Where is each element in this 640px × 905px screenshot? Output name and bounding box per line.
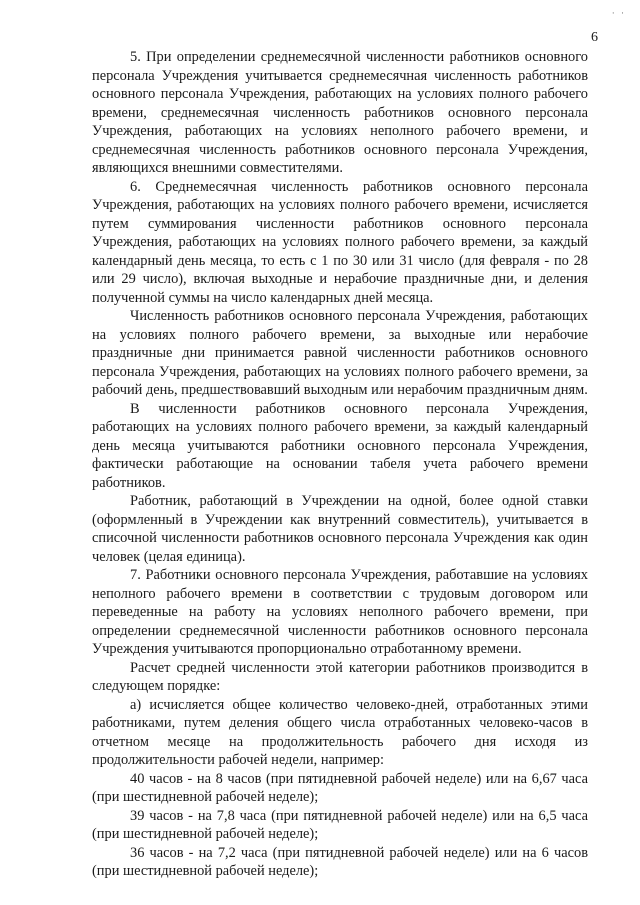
paragraph-internal-part-timer: Работник, работающий в Учреждении на одной, более одной ставки (оформленный в Учреждении как внутренний совместитель), учитывается в списочной численности работников основного персонала Учреждения как один человек (целая единица). [92,493,588,565]
paragraph-example-36-hours: 36 часов - на 7,2 часа (при пятидневной рабочей неделе) или на 6 часов (при шестидневной рабочей неделе); [92,844,588,879]
document-body [92,48,588,881]
paragraph-5-average-headcount: 5. При определении среднемесячной численности работников основного персонала Учреждения учитывается среднемесячная численность работников основного персонала Учреждения, работающих на условиях полного рабочего времени, среднемесячная численность работников основного персонала Учреждения, работающих на условиях неполного рабочего времени, и среднемесячная численность работников основного персонала Учреждения, являющихся внешними совместителями. [92,49,588,176]
paragraph-weekend-headcount: Численность работников основного персонала Учреждения, работающих на условиях полного рабочего времени, за выходные или нерабочие праздничные дни принимается равной численности работников основного персонала Учреждения, работающих на условиях полного рабочего времени, за рабочий день, предшествовавший выходным или нерабочим праздничным дням. [92,308,588,398]
paragraph-example-40-hours: 40 часов - на 8 часов (при пятидневной рабочей неделе) или на 6,67 часа (при шестидневной рабочей неделе); [92,770,588,805]
paragraph-timesheet-basis: В численности работников основного персонала Учреждения, работающих на условиях полного рабочего времени, за каждый календарный день месяца учитываются работники основного персонала Учреждения, фактически работающие на основании табеля учета рабочего времени работников. [92,400,588,491]
paragraph-a-person-days: а) исчисляется общее количество человеко-дней, отработанных этими работниками, путем деления общего числа отработанных человеко-часов в отчетном месяце на продолжительность рабочего дня исходя из продолжительности рабочей недели, например: [92,696,588,768]
paragraph-7-part-time-workers: 7. Работники основного персонала Учреждения, работавшие на условиях неполного рабочего времени в соответствии с трудовым договором или переведенные на работу на условиях неполного рабочего времени, при определении среднемесячной численности работников основного персонала Учреждения учитываются пропорционально отработанному времени. [92,567,588,657]
scan-corner-mark: · · [611,8,626,18]
paragraph-calculation-order: Расчет средней численности этой категории работников производится в следующем порядке: [92,659,588,694]
page-number: 6 [591,30,598,45]
paragraph-example-39-hours: 39 часов - на 7,8 часа (при пятидневной рабочей неделе) или на 6,5 часа (при шестидневной рабочей неделе); [92,807,588,842]
paragraph-6-full-time-calculation: 6. Среднемесячная численность работников основного персонала Учреждения, работающих на условиях полного рабочего времени, исчисляется путем суммирования численности работников основного персонала Учреждения, работающих на условиях полного рабочего времени, за каждый календарный день месяца, то есть с 1 по 30 или 31 число (для февраля - по 28 или 29 число), включая выходные и нерабочие праздничные дни, и деления полученной суммы на число календарных дней месяца. [92,178,588,306]
